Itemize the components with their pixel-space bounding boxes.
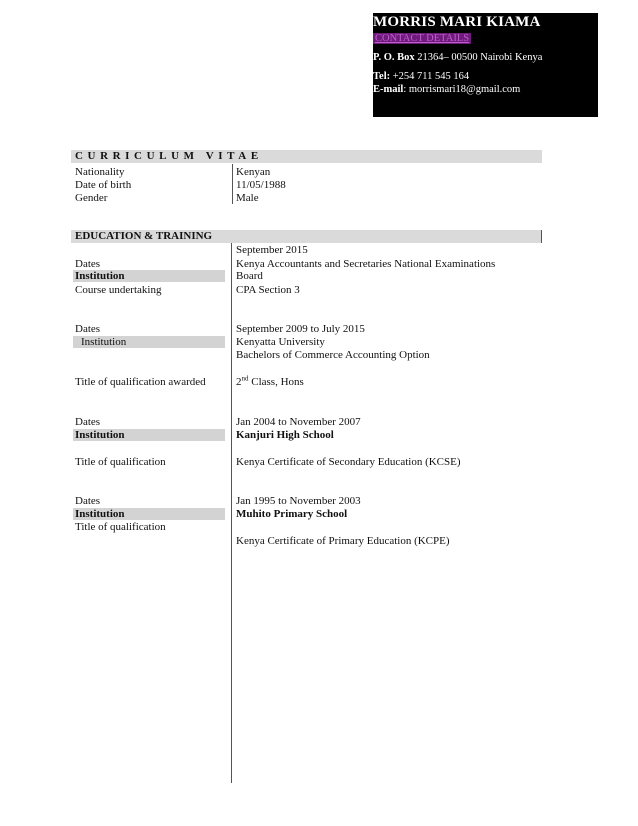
education-title: EDUCATION & TRAINING (75, 230, 213, 242)
contact-details-link[interactable]: CONTACT DETAILS (375, 33, 470, 44)
tel-value: +254 711 545 164 (392, 71, 470, 82)
entry2-qual-label: Title of qualification awarded (75, 376, 206, 388)
nationality-label: Nationality (75, 166, 125, 178)
education-bar-edge (541, 230, 542, 243)
applicant-name: MORRIS MARI KIAMA (373, 14, 541, 30)
entry4-qual-label: Title of qualification (75, 521, 166, 533)
email-value[interactable]: : morrismari18@gmail.com (403, 84, 521, 95)
dob-value: 11/05/1988 (236, 179, 286, 191)
entry4-qual: Kenya Certificate of Primary Education (KCPE) (236, 535, 450, 547)
entry1-org2: Board (236, 270, 263, 282)
email-label: E-mail (373, 84, 404, 95)
entry3-qual: Kenya Certificate of Secondary Education (KCSE) (236, 456, 461, 468)
dob-label: Date of birth (75, 179, 132, 191)
education-divider (231, 243, 232, 783)
nationality-value: Kenyan (236, 166, 271, 178)
entry2-dates: September 2009 to July 2015 (236, 323, 365, 335)
contact-box (373, 13, 598, 117)
email-line (373, 84, 520, 95)
entry1-course-label: Course undertaking (75, 284, 162, 296)
pobox-label: P. O. Box (373, 52, 415, 63)
entry2-qual (236, 376, 304, 389)
cv-title: CURRICULUM VITAE (75, 150, 263, 162)
entry2-institution-label: Institution (81, 336, 127, 348)
pobox-line (373, 52, 542, 63)
entry2-program: Bachelors of Commerce Accounting Option (236, 349, 430, 361)
entry1-course: CPA Section 3 (236, 284, 300, 296)
education-section-bar (71, 230, 542, 243)
entry4-dates-label: Dates (75, 495, 101, 507)
entry3-qual-label: Title of qualification (75, 456, 166, 468)
gender-label: Gender (75, 192, 108, 204)
entry4-dates: Jan 1995 to November 2003 (236, 495, 361, 507)
entry1-dates-label: Dates (75, 258, 101, 270)
entry3-institution-label: Institution (75, 429, 125, 441)
entry2-qual-num: 2 (236, 376, 242, 388)
gender-value: Male (236, 192, 259, 204)
entry3-dates-label: Dates (75, 416, 101, 428)
entry2-qual-sup: nd (241, 374, 249, 383)
cv-divider (232, 164, 233, 204)
entry4-institution-label: Institution (75, 508, 125, 520)
pobox-value: 21364– 00500 Nairobi Kenya (417, 52, 543, 63)
tel-line (373, 71, 469, 82)
tel-label: Tel: (373, 71, 391, 82)
entry2-qual-rest: Class, Hons (248, 376, 304, 388)
entry3-dates: Jan 2004 to November 2007 (236, 416, 361, 428)
entry2-institution: Kenyatta University (236, 336, 325, 348)
entry1-institution-label: Institution (75, 270, 125, 282)
cv-section-bar (71, 150, 542, 163)
entry1-org: Kenya Accountants and Secretaries National Examinations (236, 258, 496, 270)
entry3-institution: Kanjuri High School (236, 429, 334, 441)
entry1-date: September 2015 (236, 244, 308, 256)
entry2-dates-label: Dates (75, 323, 101, 335)
entry4-institution: Muhito Primary School (236, 508, 348, 520)
